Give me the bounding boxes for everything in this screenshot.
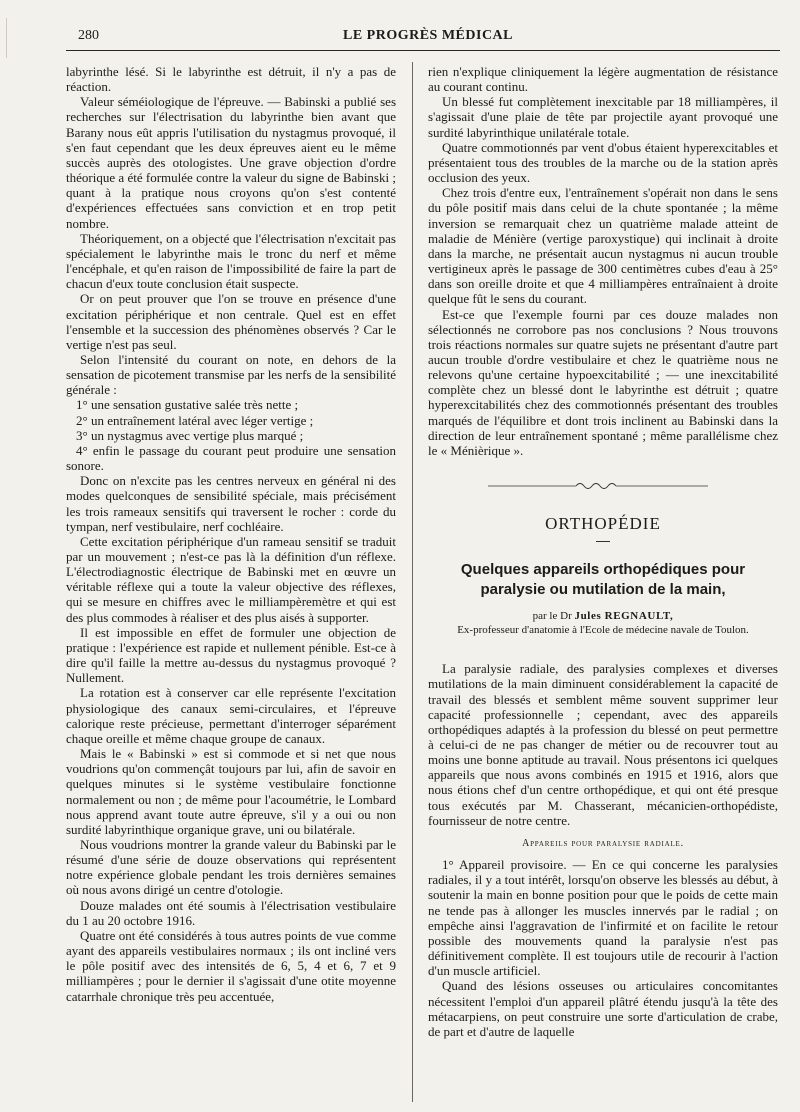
paragraph-valeur: Valeur séméiologique de l'épreuve. — Babinski a publié ses recherches sur l'électrisation du labyrinthe bien avant que Barany nous eût appris l'utilisation du nystagmus provoqué, il s'en faut cependant que les deux épreuves aient eu le même succès auprès des otologistes. Une grave objection d'ordre théorique a été formulée contre la valeur du signe de Babinski ; quant à la pratique nous croyons qu'on s'est contenté d'expériences effectuées sans conviction et en trop petit nombre. xyxy=(66,94,396,231)
subheading: Appareils pour paralysie radiale. xyxy=(522,837,684,849)
section-title: ORTHOPÉDIE xyxy=(545,514,661,534)
paragraph: rien n'explique cliniquement la légère augmentation de résistance au courant continu. xyxy=(428,64,778,95)
margin-mark xyxy=(6,18,13,58)
paragraph: 1° Appareil provisoire. — En ce qui concerne les paralysies radiales, il y a tout intérêt, lorsqu'on observe les blessés au début, à soutenir la main en bonne position pour que le poids de cette main ne tende pas à allonger les muscles innervés par le radial ; on empêche ainsi l'aggravation de l'infirmité et on facilite le retour possible des mouvements quand la paralysie n'est pas définitivement complète. Il est toujours utile de recourir à l'action d'un muscle artificiel. xyxy=(428,857,778,979)
paragraph: Donc on n'excite pas les centres nerveux en général ni des modes quelconques de sensibilité spéciale, mais précisément les trois rameaux sensitifs qui traversent le rocher : corde du tympan, nerf vestibulaire, nerf cochléaire. xyxy=(66,473,396,534)
paragraph: Est-ce que l'exemple fourni par ces douze malades non sélectionnés ne corrobore pas nos conclusions ? Nous trouvons trois réactions normales sur quatre sujets ne présentant d'autre part aucun trouble d'ordre vestibulaire et chez le quatrième nous ne relevons qu'une certaine hypoexcitabilité ; — une inexcitabilité complète chez un blessé dont le labyrinthe est détruit ; quatre hyperexcitabilités chez des commotionnés présentant des troubles marqués de l'équilibre et dont trois inclinent au Babinski dans la direction de leur entraînement spontané ; même parallélisme chez le « Ménièrique ». xyxy=(428,306,778,458)
paragraph: La paralysie radiale, des paralysies complexes et diverses mutilations de la main diminuent considérablement la capacité de travail des blessés et semblent même souvent supprimer leur capacité professionnelle ; cependant, avec des appareils orthopédiques adaptés à la profession du blessé on peut permettre à celui-ci de ne pas changer de métier ou de recouvrer tout au moins une bonne aptitude au travail. Nous présentons ici quelques appareils que nous avons combinés en 1915 et 1916, alors que nous étions chef d'un centre orthopédique, et qui ont été presque tous exécutés par M. Chasserant, mécanicien-orthopédiste, fournisseur de notre centre. xyxy=(428,661,778,828)
column-divider xyxy=(412,62,413,1102)
paragraph: Chez trois d'entre eux, l'entraînement s'opérait non dans le sens du pôle positif mais dans celui de la chute spontanée ; la même inversion se remarquait chez un quatrième malade atteint de maladie de Ménière (vertige paroxystique) qui inclinait à droite dans la marche, ne présentait aucun nystagmus ni aucun trouble vertigineux après le passage de 300 centimètres cubes d'eau à 25° dans son oreille droite et que 4 milliampères entraînaient à droite quelque fût le sens du courant. xyxy=(428,185,778,307)
paragraph: Un blessé fut complètement inexcitable par 18 milliampères, il s'agissait d'une plaie de tête par projectile ayant provoqué une surdité labyrinthique unilatérale totale. xyxy=(428,94,778,140)
section-ornament xyxy=(428,480,778,492)
paragraph: Quand des lésions osseuses ou articulaires concomitantes nécessitent l'emploi d'un appareil plâtré étendu jusqu'à la tête des métacarpiens, on peut construire une sorte d'articulation de crabe, de part et d'autre de laquelle xyxy=(428,978,778,1039)
paragraph: Selon l'intensité du courant on note, en dehors de la sensation de picotement transmise par les nerfs de la sensibilité générale : xyxy=(66,351,396,398)
left-column xyxy=(66,64,396,1004)
paragraph: Quatre commotionnés par vent d'obus étaient hyperexcitables et présentaient tous des troubles de la marche ou de la station après occlusion des yeux. xyxy=(428,139,778,186)
paragraph: Cette excitation périphérique d'un rameau sensitif se traduit par un mouvement ; n'est-ce pas là la définition d'un réflexe. L'électrodiagnostic électrique de Babinski met en œuvre un véritable réflexe qui a toute la valeur objective des réflexes, qui se mesure en chiffres avec le milliampèremètre et qui est des plus commodes à réaliser et des plus aisés à supporter. xyxy=(66,533,396,625)
author-name: Jules REGNAULT, xyxy=(574,610,674,623)
list-item: 3° un nystagmus avec vertige plus marqué ; xyxy=(76,427,304,443)
paragraph: Théoriquement, on a objecté que l'électrisation n'excitait pas spécialement le labyrinthe mais le tronc du nerf et même l'encéphale, et qu'en raison de l'impossibilité de faire la part de chacun d'eux toute conclusion était suspecte. xyxy=(66,230,396,292)
byline xyxy=(428,610,778,623)
paragraph: Or on peut prouver que l'on se trouve en présence d'une excitation périphérique et non centrale. Quel est en effet l'ensemble et la succession des phénomènes observés ? Car le vertige n'est pas seul. xyxy=(66,291,396,352)
article-title: Quelques appareils orthopédiques pour paralysie ou mutilation de la main, xyxy=(460,561,746,599)
page-number: 280 xyxy=(78,28,99,43)
paragraph: Douze malades ont été soumis à l'électrisation vestibulaire du 1 au 20 octobre 1916. xyxy=(66,897,396,928)
author-affiliation: Ex-professeur d'anatomie à l'Ecole de médecine navale de Toulon. xyxy=(457,624,749,637)
list-item: 2° un entraînement latéral avec léger vertige ; xyxy=(76,412,314,428)
list-item: 4° enfin le passage du courant peut produire une sensation sonore. xyxy=(66,442,396,474)
list-item: 1° une sensation gustative salée très nette ; xyxy=(76,397,299,413)
paragraph: Il est impossible en effet de formuler une objection de pratique : l'expérience est rapide et nullement pénible. Est-ce à dire qu'il faille la mettre au-dessus du nystagmus provoqué ? Nullement. xyxy=(66,624,396,686)
page-header xyxy=(78,28,778,46)
paragraph: La rotation est à conserver car elle représente l'excitation physiologique des canaux semi-circulaires, et l'épreuve calorique reste précieuse, permettant d'interroger séparément chaque oreille et même chaque groupe de canaux. xyxy=(66,685,396,746)
spacer xyxy=(428,637,778,661)
journal-title: LE PROGRÈS MÉDICAL xyxy=(342,28,514,43)
header-rule xyxy=(66,50,780,51)
paragraph: Nous voudrions montrer la grande valeur du Babinski par le résumé d'une série de douze observations qui représentent notre expérience globale pendant les trois dernières semaines où nous avons dirigé un centre d'otologie. xyxy=(66,836,396,898)
short-rule xyxy=(596,541,610,542)
paragraph: Quatre ont été considérés à tous autres points de vue comme ayant des appareils vestibulaires normaux ; ils ont incliné vers le pôle positif avec des intensités de 6, 5, 4 et 6, 7 et 9 milliampères ; pour le dernier il s'agissait d'une otite moyenne catarrhale chronique très peu accentuée, xyxy=(66,927,396,1004)
paragraph: labyrinthe lésé. Si le labyrinthe est détruit, il n'y a pas de réaction. xyxy=(66,64,396,95)
byline-prefix: par le Dr xyxy=(532,610,572,623)
ornament-icon xyxy=(488,480,708,492)
paragraph: Mais le « Babinski » est si commode et si net que nous voudrions qu'on commençât toujours par lui, afin de savoir en quelques minutes si le système vestibulaire fonctionne normalement ou non ; de même pour l'acoumétrie, le Lombard nous apprend avant toute autre épreuve, s'il y a oui ou non surdité labyrinthique organique grave, uni ou bilatérale. xyxy=(66,746,396,837)
right-column xyxy=(428,64,778,1039)
